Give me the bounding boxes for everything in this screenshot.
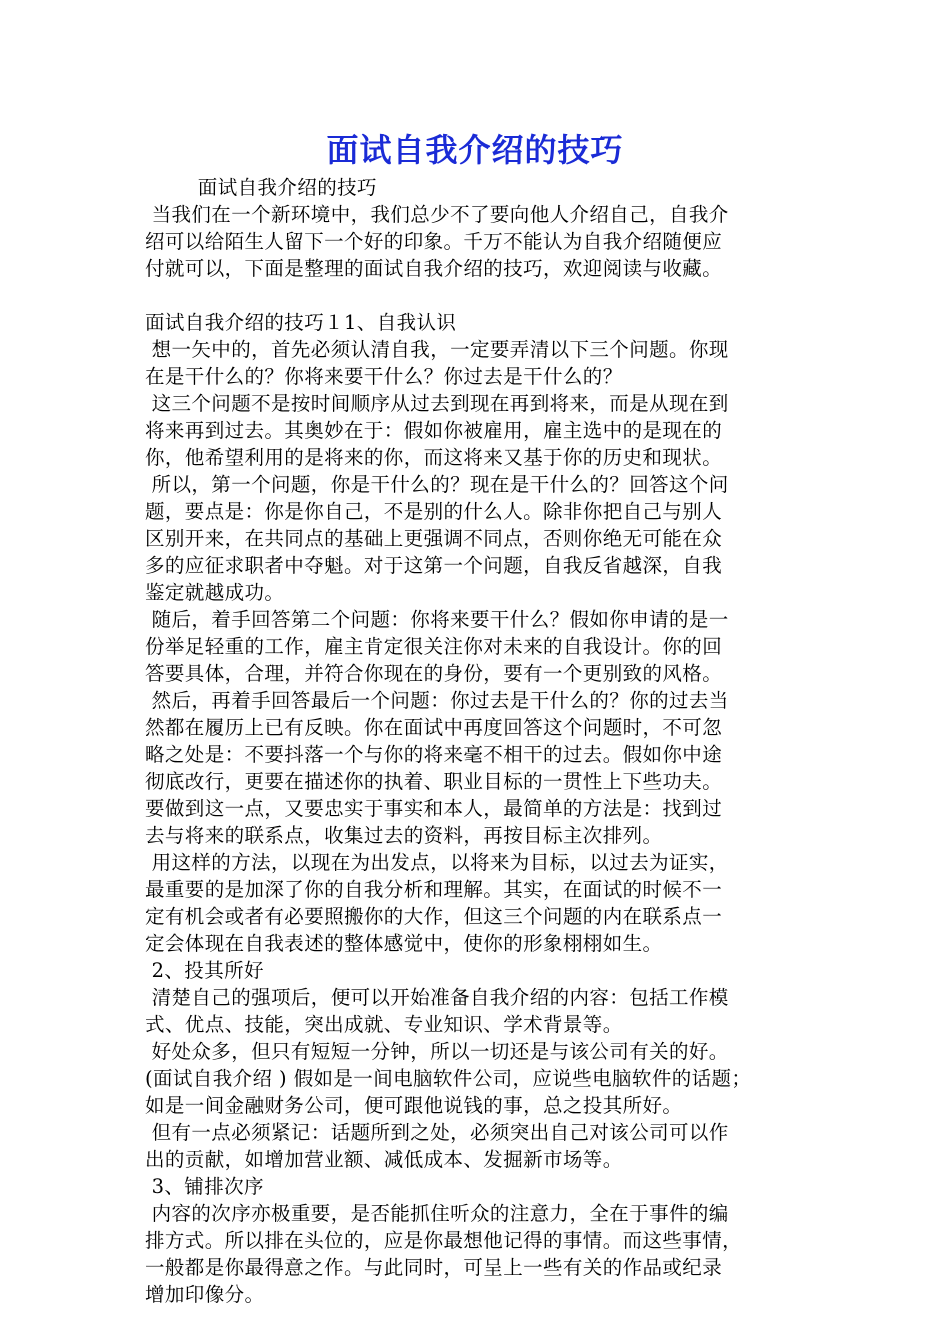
text-line: 绍可以给陌生人留下一个好的印象。千万不能认为自我介绍随便应 [145,230,723,253]
text-line: 付就可以，下面是整理的面试自我介绍的技巧，欢迎阅读与收藏。 [145,257,723,280]
text-line: 题，要点是：你是你自己，不是别的什么人。除非你把自己与别人 [145,500,723,523]
text-line: (面试自我介绍 ) 假如是一间电脑软件公司，应说些电脑软件的话题； [145,1067,752,1090]
text-line: 略之处是：不要抖落一个与你的将来毫不相干的过去。假如你中途 [145,743,723,766]
text-line: 去与将来的联系点，收集过去的资料，再按目标主次排列。 [145,824,663,847]
document-title: 面试自我介绍的技巧 [326,131,624,169]
text-line: 3、铺排次序 [145,1175,264,1198]
text-line: 一般都是你最得意之作。与此同时，可呈上一些有关的作品或纪录 [145,1256,723,1279]
text-line: 好处众多，但只有短短一分钟，所以一切还是与该公司有关的好。 [145,1040,729,1063]
text-line: 最重要的是加深了你的自我分析和理解。其实，在面试的时候不一 [145,878,723,901]
text-line: 式、优点、技能，突出成就、专业知识、学术背景等。 [145,1013,623,1036]
text-line: 但有一点必须紧记：话题所到之处，必须突出自己对该公司可以作 [145,1121,729,1144]
text-line: 区别开来，在共同点的基础上更强调不同点，否则你绝无可能在众 [145,527,723,550]
text-line: 将来再到过去。其奥妙在于：假如你被雇用，雇主选中的是现在的 [145,419,723,442]
text-line: 要做到这一点，又要忠实于事实和本人，最简单的方法是：找到过 [145,797,723,820]
document-body [145,174,805,1308]
text-line: 多的应征求职者中夺魁。对于这第一个问题，自我反省越深，自我 [145,554,723,577]
text-line: 增加印像分。 [145,1283,265,1306]
text-line: 然后，再着手回答最后一个问题：你过去是干什么的？你的过去当 [145,689,729,712]
text-line: 如是一间金融财务公司，便可跟他说钱的事，总之投其所好。 [145,1094,683,1117]
text-line: 所以，第一个问题，你是干什么的？现在是干什么的？回答这个问 [145,473,729,496]
blank-line [145,282,805,309]
text-line: 清楚自己的强项后，便可以开始准备自我介绍的内容：包括工作模 [145,986,729,1009]
text-line: 答要具体，合理，并符合你现在的身份，要有一个更别致的风格。 [145,662,723,685]
text-line: 内容的次序亦极重要，是否能抓住听众的注意力，全在于事件的编 [145,1202,729,1225]
text-line: 彻底改行，更要在描述你的执着、职业目标的一贯性上下些功夫。 [145,770,723,793]
text-line: 在是干什么的？你将来要干什么？你过去是干什么的？ [145,365,623,388]
text-line: 这三个问题不是按时间顺序从过去到现在再到将来，而是从现在到 [145,392,729,415]
text-line: 用这样的方法，以现在为出发点，以将来为目标，以过去为证实， [145,851,729,874]
text-line: 份举足轻重的工作，雇主肯定很关注你对未来的自我设计。你的回 [145,635,723,658]
text-line: 然都在履历上已有反映。你在面试中再度回答这个问题时，不可忽 [145,716,723,739]
text-line: 随后，着手回答第二个问题：你将来要干什么？假如你申请的是一 [145,608,729,631]
text-line: 鉴定就越成功。 [145,581,285,604]
text-line: 想一矢中的，首先必须认清自我，一定要弄清以下三个问题。你现 [145,338,729,361]
text-line: 面试自我介绍的技巧１1、自我认识 [145,311,457,334]
text-line: 出的贡献，如增加营业额、减低成本、发掘新市场等。 [145,1148,623,1171]
text-line: 当我们在一个新环境中，我们总少不了要向他人介绍自己，自我介 [145,203,729,226]
text-line: 你，他希望利用的是将来的你，而这将来又基于你的历史和现状。 [145,446,723,469]
text-line: 排方式。所以排在头位的，应是你最想他记得的事情。而这些事情， [145,1229,743,1252]
text-line: 2、投其所好 [145,959,264,982]
text-line: 面试自我介绍的技巧 [145,176,377,199]
text-line: 定有机会或者有必要照搬你的大作，但这三个问题的内在联系点一 [145,905,723,928]
text-line: 定会体现在自我表述的整体感觉中，使你的形象栩栩如生。 [145,932,663,955]
